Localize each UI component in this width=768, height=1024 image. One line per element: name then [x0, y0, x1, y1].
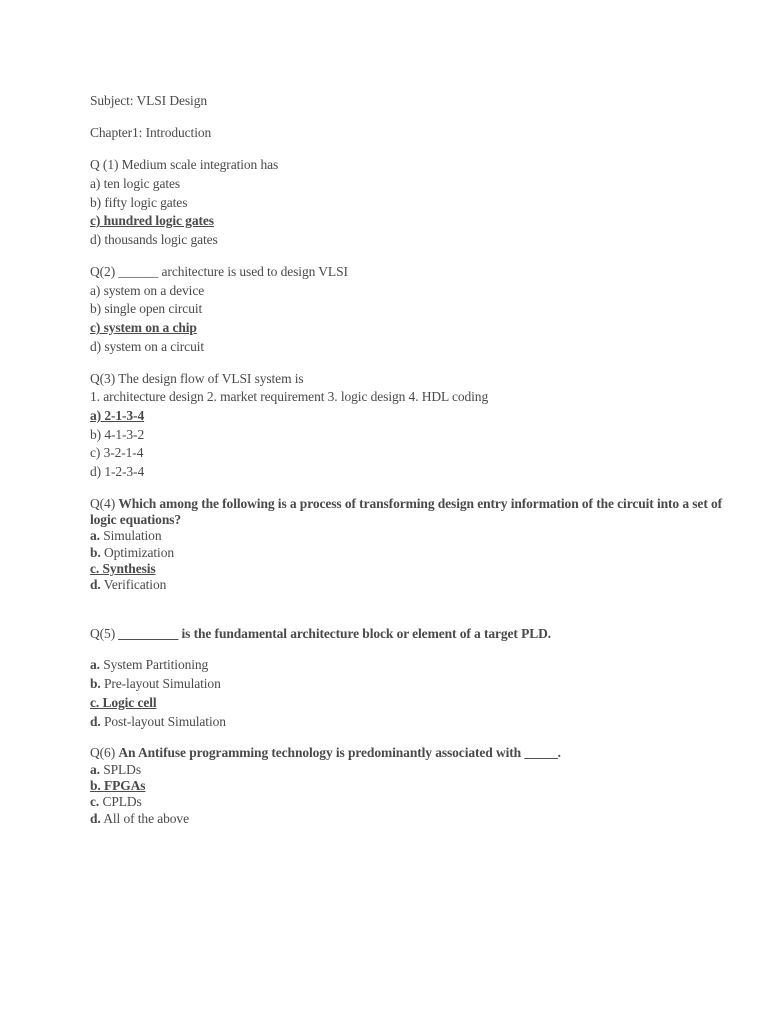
q6-option-d: d. All of the above — [90, 811, 189, 826]
question-2: Q(2) ______ architecture is used to design VLSI — [90, 264, 348, 279]
q1-option-d: d) thousands logic gates — [90, 232, 218, 247]
q2-option-a: a) system on a device — [90, 283, 205, 298]
q6-option-b-answer: b. FPGAs — [90, 778, 146, 793]
q3-option-d: d) 1-2-3-4 — [90, 464, 145, 479]
q5-option-b: b. Pre-layout Simulation — [90, 676, 221, 691]
q4-prefix: Q(4) — [90, 496, 119, 511]
q5-option-c-answer: c. Logic cell — [90, 695, 157, 710]
chapter-line: Chapter1: Introduction — [90, 125, 212, 140]
q4-option-a: a. Simulation — [90, 528, 162, 543]
q1-option-b: b) fifty logic gates — [90, 195, 188, 210]
q3-step-list: 1. architecture design 2. market requirement 3. logic design 4. HDL coding — [90, 389, 489, 404]
question-5 — [90, 626, 551, 642]
q1-option-a: a) ten logic gates — [90, 176, 181, 191]
q5-prefix: Q(5) — [90, 626, 119, 641]
q3-option-b: b) 4-1-3-2 — [90, 427, 145, 442]
q1-option-c-answer: c) hundred logic gates — [90, 213, 214, 228]
q6-prefix: Q(6) — [90, 745, 119, 760]
subject-line: Subject: VLSI Design — [90, 93, 207, 108]
q5-option-a: a. System Partitioning — [90, 657, 209, 672]
question-4 — [90, 496, 730, 528]
q6-text: An Antifuse programming technology is predominantly associated with _____. — [118, 745, 561, 760]
q6-option-a: a. SPLDs — [90, 762, 141, 777]
q5-option-d: d. Post-layout Simulation — [90, 714, 226, 729]
q6-option-c: c. CPLDs — [90, 794, 142, 809]
q4-text: Which among the following is a process of transforming design entry information of the circuit into a set of logic equations? — [90, 496, 723, 527]
q3-option-c: c) 3-2-1-4 — [90, 445, 144, 460]
question-6 — [90, 745, 561, 761]
q5-text: _________ is the fundamental architecture block or element of a target PLD. — [118, 626, 552, 641]
q4-option-b: b. Optimization — [90, 545, 175, 560]
q2-option-b: b) single open circuit — [90, 301, 203, 316]
q2-option-c-answer: c) system on a chip — [90, 320, 197, 335]
q4-option-d: d. Verification — [90, 577, 167, 592]
question-1: Q (1) Medium scale integration has — [90, 157, 279, 172]
q2-option-d: d) system on a circuit — [90, 339, 205, 354]
q3-option-a-answer: a) 2-1-3-4 — [90, 408, 145, 423]
question-3: Q(3) The design flow of VLSI system is — [90, 371, 304, 386]
q4-option-c-answer: c. Synthesis — [90, 561, 156, 576]
